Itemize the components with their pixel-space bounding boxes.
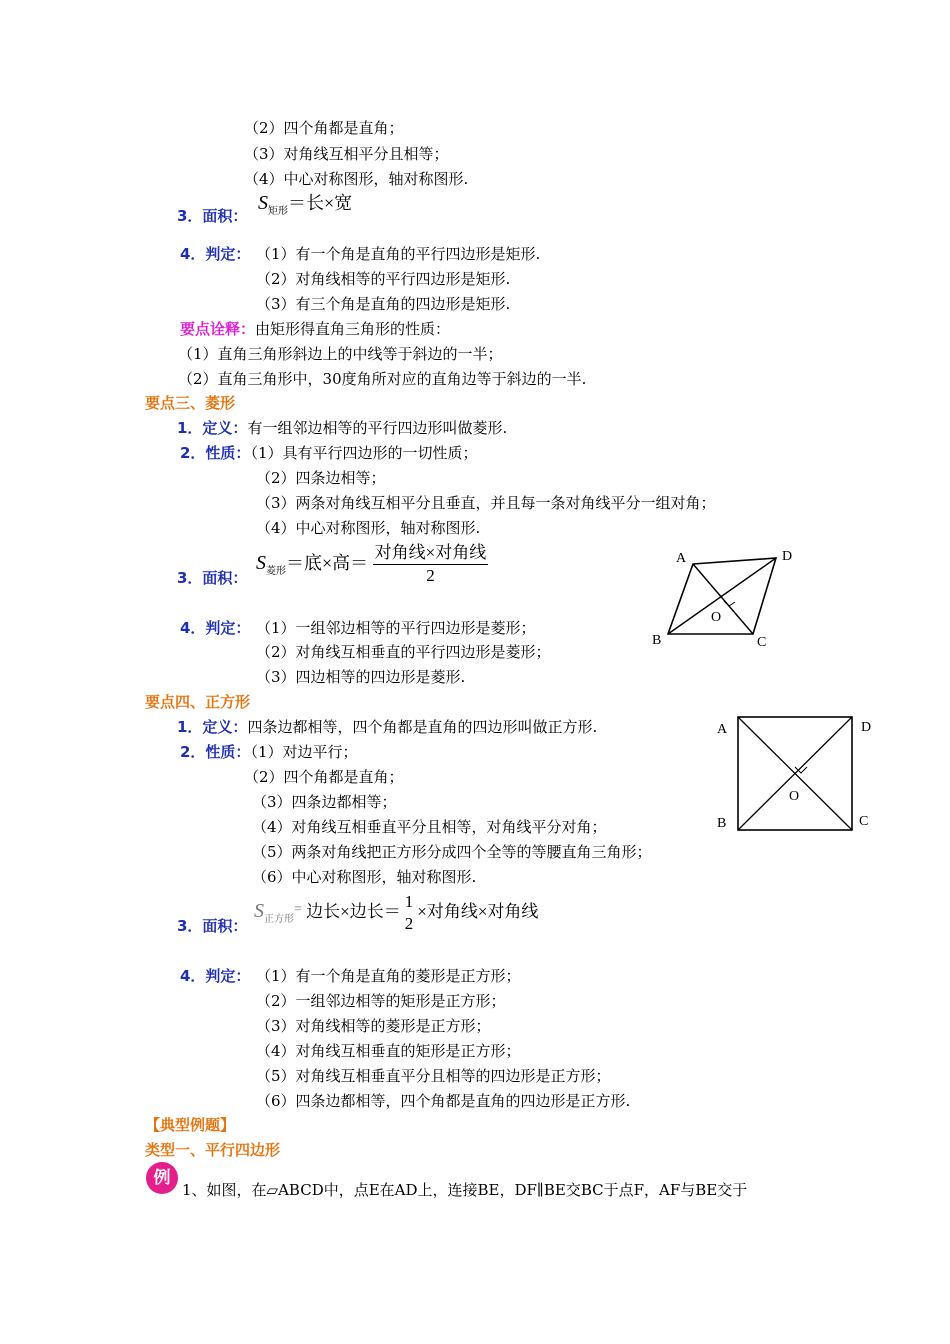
square-property-5: （5）两条对角线把正方形分成四个全等的等腰直角三角形； [252, 843, 652, 861]
rhombus-diagonal-ac [693, 564, 753, 634]
rect-area-label: 3．面积： [177, 207, 248, 225]
rect-judge-label: 4．判定： [180, 245, 251, 263]
square-judge-2: （2）一组邻边相等的矩形是正方形； [256, 992, 506, 1010]
rhombus-property-4: （4）中心对称图形，轴对称图形. [256, 519, 481, 537]
square-figure [705, 705, 885, 835]
example-1-question: 1、如图，在▱ABCD中，点E在AD上，连接BE，DF∥BE交BC于点F，AF与BE交于 [182, 1181, 748, 1199]
rect-note: 要点诠释：由矩形得直角三角形的性质： [180, 320, 451, 338]
square-label-a: A [717, 722, 728, 737]
rect-note-1: （1）直角三角形斜边上的中线等于斜边的一半； [178, 345, 503, 363]
square-judge-3: （3）对角线相等的菱形是正方形； [256, 1017, 491, 1035]
square-property-1: 2．性质：（1）对边平行； [180, 743, 358, 761]
square-judge-6: （6）四条边都相等，四个角都是直角的四边形是正方形. [256, 1092, 631, 1110]
rhombus-property-3: （3）两条对角线互相平分且垂直，并且每一条对角线平分一组对角； [256, 494, 716, 512]
rhombus-judge-label: 4．判定： [180, 619, 251, 637]
rhombus-heading: 要点三、菱形 [145, 394, 236, 412]
rhombus-label-d: D [782, 549, 793, 564]
square-area-formula: $S_{正方形}^=$ 边长×边长＝ 1 2 ×对角线×对角线 [254, 892, 539, 934]
rhombus-label-a: A [676, 551, 687, 566]
square-label-o: O [789, 789, 800, 804]
rect-note-2: （2）直角三角形中，30度角所对应的直角边等于斜边的一半. [178, 370, 587, 388]
square-label-c: C [859, 814, 869, 829]
square-property-6: （6）中心对称图形，轴对称图形. [252, 868, 477, 886]
square-judge-1: （1）有一个角是直角的菱形是正方形； [256, 967, 521, 985]
square-property-4: （4）对角线互相垂直平分且相等，对角线平分对角； [252, 818, 607, 836]
rhombus-area-label: 3．面积： [177, 569, 248, 587]
square-judge-label: 4．判定： [180, 967, 251, 985]
square-judge-5: （5）对角线互相垂直平分且相等的四边形是正方形； [256, 1067, 611, 1085]
rect-property-4: （4）中心对称图形，轴对称图形. [244, 170, 469, 188]
rhombus-area-fraction: $\frac{\text{对角线×对角线}}{2}$ [374, 543, 487, 586]
square-area-fraction: 1 2 [404, 892, 414, 934]
rect-property-2: （2）四个角都是直角； [244, 119, 404, 137]
rhombus-judge-2: （2）对角线互相垂直的平行四边形是菱形； [256, 643, 551, 661]
rect-judge-2: （2）对角线相等的平行四边形是矩形. [256, 270, 511, 288]
square-property-3: （3）四条边都相等； [252, 793, 397, 811]
rect-judge-1: （1）有一个角是直角的平行四边形是矩形. [256, 245, 541, 263]
square-area-label: 3．面积： [177, 917, 248, 935]
rhombus-label-o: O [711, 610, 722, 625]
rhombus-figure [640, 540, 810, 655]
rhombus-label-b: B [652, 633, 662, 648]
rhombus-judge-3: （3）四边相等的四边形是菱形. [256, 668, 466, 686]
square-heading: 要点四、正方形 [145, 693, 251, 711]
example-badge: 例 [146, 1162, 178, 1194]
square-label-b: B [717, 816, 727, 831]
rhombus-definition: 1．定义：有一组邻边相等的平行四边形叫做菱形. [177, 419, 508, 437]
square-judge-4: （4）对角线互相垂直的矩形是正方形； [256, 1042, 521, 1060]
square-definition: 1．定义：四条边都相等，四个角都是直角的四边形叫做正方形. [177, 718, 598, 736]
square-property-2: （2）四个角都是直角； [244, 768, 404, 786]
rect-area-formula: $S_{矩形}=$长×宽 [258, 192, 353, 217]
rhombus-label-c: C [757, 635, 767, 650]
rhombus-property-2: （2）四条边相等； [256, 469, 386, 487]
rhombus-area-formula: $S_{菱形}=$底×高＝ $\frac{\text{对角线×对角线}}{2}$ [256, 543, 487, 586]
rect-property-3: （3）对角线互相平分且相等； [244, 145, 449, 163]
square-label-d: D [861, 720, 872, 735]
rhombus-property-1: 2．性质：（1）具有平行四边形的一切性质； [180, 444, 478, 462]
type1-heading: 类型一、平行四边形 [145, 1141, 281, 1159]
rect-judge-3: （3）有三个角是直角的四边形是矩形. [256, 295, 511, 313]
examples-heading: 【典型例题】 [145, 1116, 236, 1134]
rhombus-judge-1: （1）一组邻边相等的平行四边形是菱形； [256, 619, 536, 637]
rhombus-diagonal-bd [668, 558, 776, 634]
